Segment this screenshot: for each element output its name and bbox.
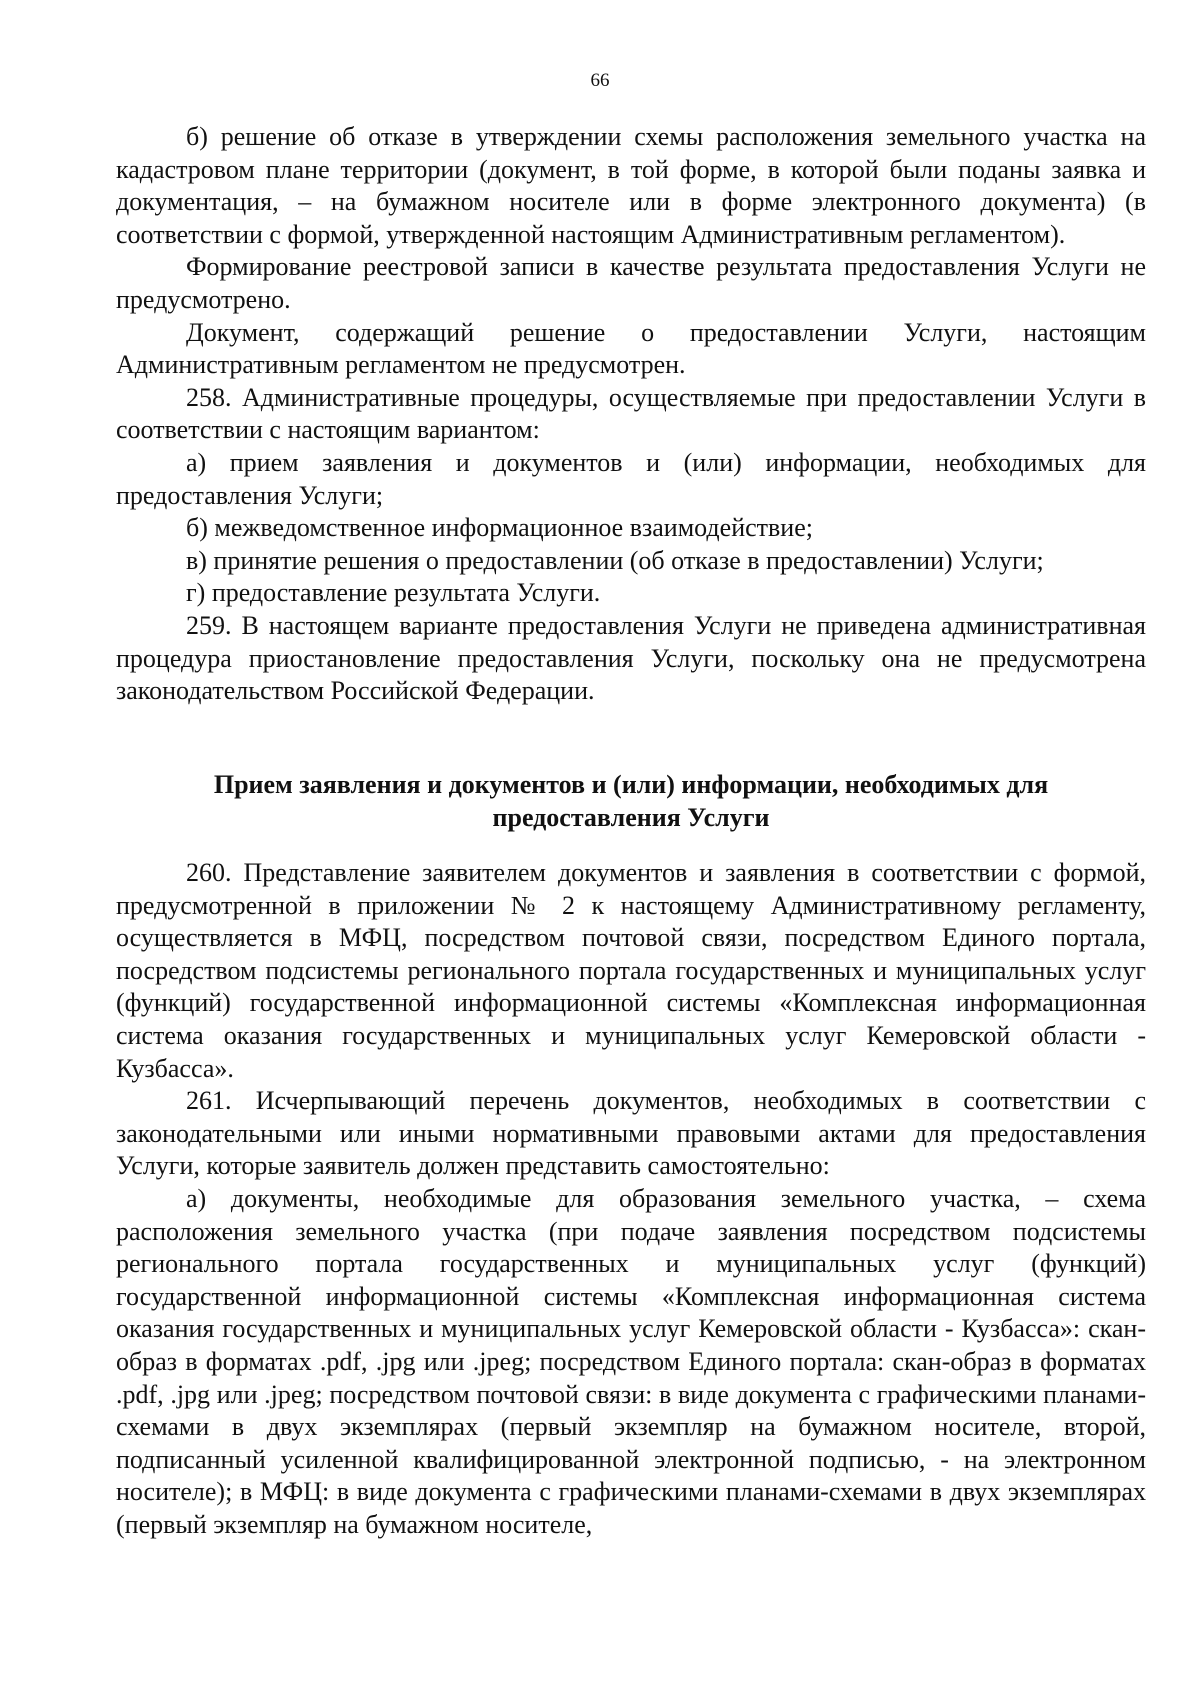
section-heading-line-1: Прием заявления и документов и (или) информации, необходимых для bbox=[213, 770, 1049, 799]
page-number: 66 bbox=[590, 70, 610, 91]
paragraph-decision-document: Документ, содержащий решение о предоставлении Услуги, настоящим Административным регламентом не предусмотрен. bbox=[116, 317, 1146, 380]
paragraph-260: 260. Представление заявителем документов и заявления в соответствии с формой, предусмотренной в приложении № 2 к настоящему Административному регламенту, осуществляется в МФЦ, посредством почтовой связи, посредством Единого портала, посредством подсистемы регионального портала государственных и муниципальных услуг (функций) государственной информационной системы «Комплексная информационная система оказания государственных и муниципальных услуг Кемеровской области - Кузбасса». bbox=[116, 858, 1146, 1083]
top-text-block bbox=[116, 121, 1146, 708]
paragraph-258: 258. Административные процедуры, осуществляемые при предоставлении Услуги в соответствии с настоящим вариантом: bbox=[116, 382, 1146, 445]
bottom-text-block bbox=[116, 857, 1146, 1541]
section-heading-line-2: предоставления Услуги bbox=[492, 803, 770, 832]
paragraph-registry-record: Формирование реестровой записи в качестве результата предоставления Услуги не предусмотрено. bbox=[116, 252, 1146, 314]
paragraph-259: 259. В настоящем варианте предоставления Услуги не приведена административная процедура приостановление предоставления Услуги, поскольку она не предусмотрена законодательством Российской Федерации. bbox=[116, 610, 1146, 706]
paragraph-decision-refusal: б) решение об отказе в утверждении схемы расположения земельного участка на кадастровом плане территории (документ, в той форме, в которой были поданы заявка и документация, – на бумажном носителе или в форме электронного документа) (в соответствии с формой, утвержденной настоящим Административным регламентом). bbox=[116, 122, 1146, 249]
list-item-g: г) предоставление результата Услуги. bbox=[186, 578, 601, 608]
list-item-v: в) принятие решения о предоставлении (об отказе в предоставлении) Услуги; bbox=[186, 545, 1044, 575]
section-heading bbox=[116, 768, 1146, 834]
paragraph-261: 261. Исчерпывающий перечень документов, необходимых в соответствии с законодательными или иными нормативными правовыми актами для предоставления Услуги, которые заявитель должен представить самостоятельно: bbox=[116, 1086, 1146, 1181]
paragraph-261-a: а) документы, необходимые для образования земельного участка, – схема расположения земельного участка (при подаче заявления посредством подсистемы регионального портала государственных и муниципальных услуг (функций) государственной информационной системы «Комплексная информационная система оказания государственных и муниципальных услуг Кемеровской области - Кузбасса»: скан-образ в форматах .pdf, .jpg или .jpeg; посредством Единого портала: скан-образ в форматах .pdf, .jpg или .jpeg; посредством почтовой связи: в виде документа с графическими планами-схемами в двух экземплярах (первый экземпляр на бумажном носителе, второй, подписанный усиленной квалифицированной электронной подписью, - на электронном носителе); в МФЦ: в виде документа с графическими планами-схемами в двух экземплярах (первый экземпляр на бумажном носителе, bbox=[116, 1183, 1146, 1539]
list-item-a: а) прием заявления и документов и (или) информации, необходимых для предоставления Услуги; bbox=[116, 447, 1146, 510]
list-item-b: б) межведомственное информационное взаимодействие; bbox=[186, 513, 813, 543]
